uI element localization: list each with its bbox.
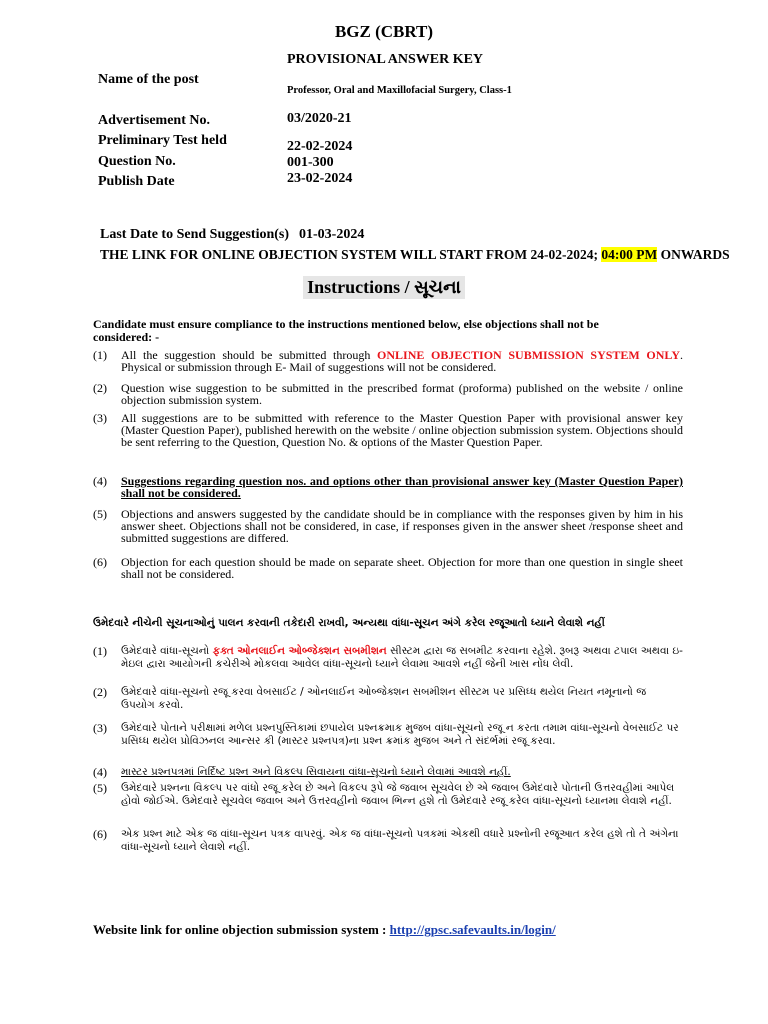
last-date-line (100, 227, 364, 243)
item-text: Objections and answers suggested by the candidate should be in compliance with the responses given by him in his answer sheet. Objections shall not be considered, in case, if responses given in the answer sheet /response sheet and submitted suggestions are differed. (121, 507, 683, 545)
gujarati-item (93, 766, 683, 779)
item-text: . Physical or submission through E- Mail of suggestions will not be considered. (121, 348, 683, 374)
publish-date-value: 23-02-2024 (287, 171, 353, 186)
gujarati-item (93, 686, 683, 712)
item-text: Suggestions regarding question nos. and options other than provisional answer key (Master Question Paper) shall not be considered. (121, 474, 683, 500)
item-text: સીસ્ટમ દ્વારા જ સબમીટ કરવાના રહેશે. રૂબરૂ અથવા ટપાલ અથવા ઇ- મેઇલ દ્વારા આયોગની કચેરીએ મોકલવા આવેલ વાંધા-સૂચનો ધ્યાને લેવામા આવશે નહીં જેની ખાસ નોંધ લેવી. (121, 645, 683, 670)
gujarati-item (93, 828, 683, 854)
item-highlight: ફક્ત ઓનલાઈન ઓબ્જેક્શન સબમીશન (212, 645, 387, 657)
last-date-value: 01-03-2024 (299, 227, 365, 242)
item-text: ઉમેદવારે વાંધા-સૂચનો રજૂ કરવા વેબસાઈટ / ઓનલાઈન ઓબ્જેક્શન સબમીશન સીસ્ટમ પર પ્રસિધ્ધ થયેલ નિયત નમૂનાનો જ ઉપયોગ કરવો. (121, 686, 647, 711)
gujarati-item (93, 722, 683, 748)
instruction-item (93, 509, 683, 544)
website-link[interactable]: http://gpsc.safevaults.in/login/ (389, 922, 556, 937)
item-text: માસ્ટર પ્રશ્નપત્રમાં નિર્દિષ્ટ પ્રશ્ન અને વિકલ્પ સિવાયના વાંધા-સૂચનો ધ્યાને લેવામાં આવશે નહીં. (121, 766, 511, 778)
item-text: ઉમેદવારે વાંધા-સૂચનો (121, 645, 213, 657)
name-of-post-value: Professor, Oral and Maxillofacial Surgery, Class-1 (287, 85, 512, 96)
item-text: Objection for each question should be made on separate sheet. Objection for more than one question in single sheet shall not be considered. (121, 555, 683, 581)
item-highlight: ONLINE OBJECTION SUBMISSION SYSTEM ONLY (377, 348, 680, 362)
advertisement-label: Advertisement No. (98, 113, 210, 128)
item-number: (2) (93, 381, 107, 395)
publish-date-label: Publish Date (98, 174, 175, 189)
instructions-heading-wrap (0, 276, 768, 299)
prelim-test-label: Preliminary Test held (98, 133, 227, 148)
question-no-label: Question No. (98, 154, 176, 169)
instruction-item (93, 476, 683, 500)
objection-link-notice (100, 247, 730, 263)
item-number: (5) (93, 781, 107, 795)
item-text: All suggestions are to be submitted with reference to the Master Question Paper with provisional answer key (Master Question Paper), published herewith on the website / online objection submission system. Objections should be sent referring to the Question, Question No. & options of the Master Question Paper. (121, 411, 683, 449)
item-number: (5) (93, 507, 107, 521)
gujarati-item (93, 645, 683, 671)
item-text: Question wise suggestion to be submitted in the prescribed format (proforma) published on the website / online objection submission system. (121, 381, 683, 407)
instruction-item (93, 383, 683, 407)
website-line (93, 922, 556, 938)
item-text: એક પ્રશ્ન માટે એક જ વાંધા-સૂચન પત્રક વાપરવું. એક જ વાંધા-સૂચનો પત્રકમાં એકથી વધારે પ્રશ્નોની રજૂઆત કરેલ હશે તો તે અંગેના વાંધા-સૂચનો ધ્યાને લેવાશે નહીં. (121, 828, 679, 853)
instruction-item (93, 350, 683, 374)
item-text: ઉમેદવારે પ્રશ્નના વિકલ્પ પર વાંધો રજૂ કરેલ છે અને વિકલ્પ રૂપે જે જવાબ સૂચવેલ છે એ જવાબ ઉમેદવારે પોતાની ઉત્તરવહીમાં આપેલ હોવો જોઈએ. ઉમેદવારે સૂચવેલ જવાબ અને ઉત્તરવહીનો જવાબ ભિન્ન હશે તો ઉમેદવારે રજૂ કરેલ વાંધા-સૂચનો ધ્યાનમા લેવાશે નહીં. (121, 782, 675, 807)
instructions-intro: Candidate must ensure compliance to the instructions mentioned below, else objections shall not be considered: - (93, 317, 599, 344)
link-notice-prefix: THE LINK FOR ONLINE OBJECTION SYSTEM WILL START FROM 24-02-2024; (100, 247, 602, 262)
item-number: (6) (93, 555, 107, 569)
instructions-heading: Instructions / સૂચના (303, 276, 465, 299)
item-number: (1) (93, 644, 107, 658)
last-date-label: Last Date to Send Suggestion(s) (100, 227, 290, 242)
item-text: ઉમેદવારે પોતાને પરીક્ષામાં મળેલ પ્રશ્નપુસ્તિકામાં છપાયેલ પ્રશ્નક્રમાક મુજબ વાંધા-સૂચનો રજૂ ન કરતા તમામ વાંધા-સૂચનો વેબસાઈટ પર પ્રસિધ્ધ થયેલ પ્રોવિઝનલ આન્સર કી (માસ્ટર પ્રશ્નપત્ર)ના પ્રશ્ન ક્રમાંક મુજબ અને તે સંદર્ભમાં રજૂ કરવા. (121, 722, 679, 747)
item-number: (2) (93, 685, 107, 699)
item-number: (6) (93, 827, 107, 841)
gujarati-intro: ઉમેદવારે નીચેની સૂચનાઓનું પાલન કરવાની તકેદારી રાખવી, અન્યથા વાંધા-સૂચન અંગે કરેલ રજૂઆતો ધ્યાને લેવાશે નહીં (93, 617, 605, 629)
item-number: (3) (93, 411, 107, 425)
item-text: All the suggestion should be submitted through (121, 348, 378, 362)
instruction-item (93, 557, 683, 581)
name-of-post-label: Name of the post (98, 72, 199, 87)
item-number: (3) (93, 721, 107, 735)
advertisement-value: 03/2020-21 (287, 111, 352, 126)
item-number: (4) (93, 474, 107, 488)
document-subtitle: PROVISIONAL ANSWER KEY (287, 52, 484, 67)
item-number: (4) (93, 765, 107, 779)
document-title: BGZ (CBRT) (334, 22, 434, 41)
prelim-test-value: 22-02-2024 (287, 139, 353, 154)
gujarati-item (93, 782, 683, 808)
link-notice-suffix: ONWARDS (657, 247, 730, 262)
link-start-time: 04:00 PM (601, 247, 658, 262)
item-number: (1) (93, 348, 107, 362)
question-no-value: 001-300 (287, 155, 334, 170)
website-label: Website link for online objection submission system : (93, 922, 390, 937)
instruction-item (93, 413, 683, 448)
